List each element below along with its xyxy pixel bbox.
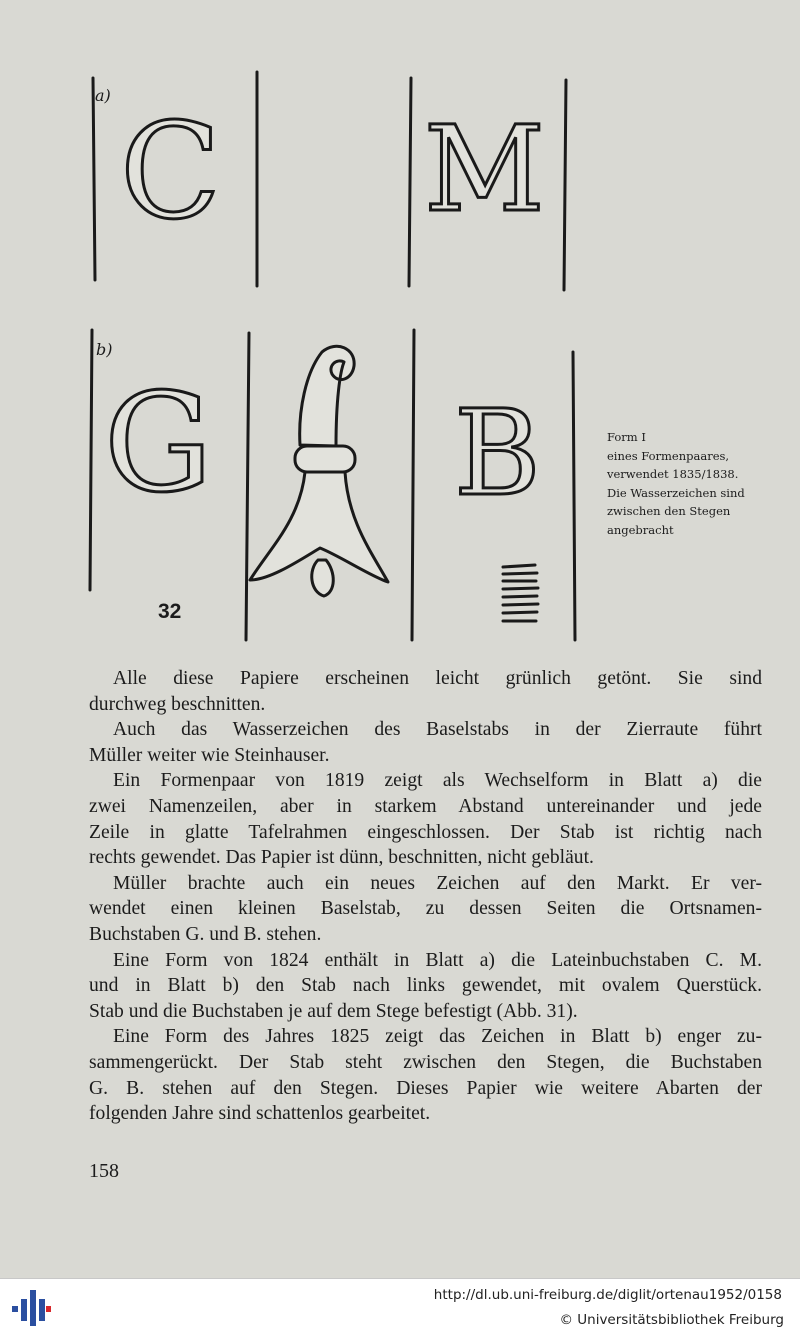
chain-line xyxy=(90,330,92,590)
row-b-label: b) xyxy=(96,340,113,359)
text-line: zwei Namenzeilen, aber in starkem Abstand untereinander und jede xyxy=(89,795,762,817)
text-line: Eine Form des Jahres 1825 zeigt das Zeichen in Blatt b) enger zu- xyxy=(113,1026,762,1048)
caption-line: Form I xyxy=(607,430,646,444)
text-line: und in Blatt b) den Stab nach links gewendet, mit ovalem Querstück. xyxy=(89,975,762,997)
text-line: Müller brachte auch ein neues Zeichen auf den Markt. Er ver- xyxy=(113,872,762,894)
figure-number: 32 xyxy=(158,600,182,623)
copyright-text: © Universitätsbibliothek Freiburg xyxy=(559,1312,784,1328)
text-line: sammengerückt. Der Stab steht zwischen den Stegen, die Buchstaben xyxy=(89,1051,762,1073)
watermark-figure xyxy=(0,0,800,660)
figure-caption xyxy=(607,428,787,539)
body-text xyxy=(89,666,762,1127)
source-url-link[interactable]: http://dl.ub.uni-freiburg.de/diglit/ortenau1952/0158 xyxy=(433,1287,782,1303)
paragraph xyxy=(89,768,762,870)
paragraph xyxy=(89,717,762,768)
paragraph xyxy=(89,1024,762,1126)
chain-line xyxy=(409,78,411,286)
watermark-letter-b: B xyxy=(454,384,541,522)
watermark-letter-g: G xyxy=(104,365,213,523)
text-line: Zeile in glatte Tafelrahmen eingeschlossen. Der Stab ist richtig nach xyxy=(89,821,762,843)
chain-line xyxy=(412,330,414,640)
text-line: Eine Form von 1824 enthält in Blatt a) die Lateinbuchstaben C. M. xyxy=(113,949,762,971)
text-line: Auch das Wasserzeichen des Baselstabs in der Zierraute führt xyxy=(113,719,762,741)
caption-line: zwischen den Stegen xyxy=(607,504,731,518)
chain-line xyxy=(93,78,95,280)
chain-line xyxy=(564,80,566,290)
caption-line: verwendet 1835/1838. xyxy=(607,467,739,481)
caption-line: Die Wasserzeichen sind xyxy=(607,485,745,500)
text-line: Buchstaben G. und B. stehen. xyxy=(89,923,322,945)
paragraph xyxy=(89,666,762,717)
wire-marks xyxy=(503,565,538,621)
paragraph xyxy=(89,871,762,948)
text-line: folgenden Jahre sind schattenlos gearbeitet. xyxy=(89,1103,431,1125)
text-line: Stab und die Buchstaben je auf dem Stege befestigt (Abb. 31). xyxy=(89,1000,578,1022)
footer-bar xyxy=(0,1278,800,1337)
caption-line: angebracht xyxy=(607,522,674,537)
text-line: durchweg beschnitten. xyxy=(89,693,266,715)
chain-line xyxy=(573,352,575,640)
library-logo-icon[interactable] xyxy=(10,1288,52,1328)
text-line: Ein Formenpaar von 1819 zeigt als Wechselform in Blatt a) die xyxy=(113,770,762,792)
row-a-label: a) xyxy=(95,86,111,105)
page-number: 158 xyxy=(89,1160,119,1182)
watermark-letter-c: C xyxy=(120,95,221,249)
watermark-letter-m: M xyxy=(424,100,545,238)
chain-line xyxy=(246,333,249,640)
paragraph xyxy=(89,948,762,1025)
baselstab-icon xyxy=(250,346,388,596)
text-line: wendet einen kleinen Baselstab, zu dessen Seiten die Ortsnamen- xyxy=(89,898,762,920)
caption-line: eines Formenpaares, xyxy=(607,448,730,463)
text-line: G. B. stehen auf den Stegen. Dieses Papier wie weitere Abarten der xyxy=(89,1077,762,1099)
text-line: Alle diese Papiere erscheinen leicht grünlich getönt. Sie sind xyxy=(113,668,762,689)
text-line: rechts gewendet. Das Papier ist dünn, beschnitten, nicht gebläut. xyxy=(89,847,594,869)
text-line: Müller weiter wie Steinhauser. xyxy=(89,744,330,766)
